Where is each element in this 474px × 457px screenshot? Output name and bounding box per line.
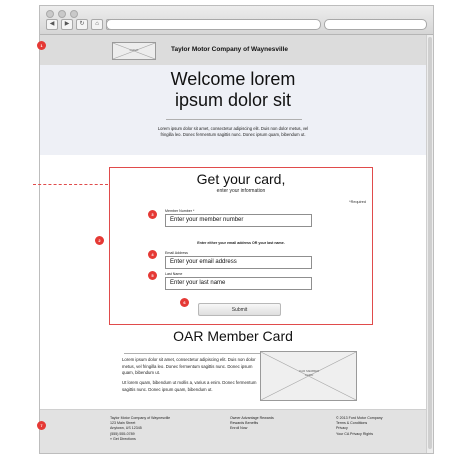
footer-street: 123 Main Street (110, 421, 136, 426)
required-note: *Required (349, 200, 366, 204)
email-label: Email Address (165, 251, 188, 255)
hero-title-line1: Welcome lorem (170, 69, 296, 89)
footer-company: Taylor Motor Company of Waynesville (110, 416, 171, 420)
hero-title-line2: ipsum dolor sit (174, 90, 292, 110)
site-title: Taylor Motor Company of Waynesville (171, 46, 289, 53)
hero-section (40, 65, 426, 155)
close-window-icon[interactable] (46, 10, 54, 18)
site-header (40, 35, 426, 65)
hero-body-text: Lorem ipsum dolor sit amet, consectetur adipiscing elit. Duis non dolor metus, vel fringilla leo. Donec fermentum sagittis nunc. Donec ipsum quam, bibendum ut. (157, 126, 309, 137)
footer-legal (336, 416, 383, 437)
browser-toolbar (40, 6, 433, 35)
member-card-text-2: Ut lorem quam, bibendum ut mollis a, varius a enim. Donec fermentum sagittis nunc. Donec ipsum quam, bibendum ut. (122, 380, 257, 392)
window-controls (46, 10, 78, 18)
hero-divider (166, 119, 302, 120)
email-or-lastname-note: Enter either your email address OR your last name. (197, 241, 285, 245)
callout-dashed-line (33, 184, 108, 185)
annotation-marker-6: 6 (180, 298, 189, 307)
card-form (109, 167, 373, 325)
back-icon[interactable]: ◀ (46, 19, 58, 30)
terms-link[interactable]: Terms & Conditions (336, 421, 368, 426)
annotation-marker-5: 5 (148, 271, 157, 280)
annotation-marker-1: 1 (37, 41, 46, 50)
maximize-window-icon[interactable] (70, 10, 78, 18)
annotation-marker-7: 7 (37, 421, 46, 430)
rewards-benefits-link[interactable]: Rewards Benefits (230, 421, 259, 426)
member-card-image-placeholder (260, 351, 357, 401)
member-card-text-1: Lorem ipsum dolor sit amet, consectetur adipiscing elit. Duis non dolor metus, vel fringilla leo. Donec fermentum sagittis nunc. Donec ipsum quam, bibendum ut. (122, 357, 256, 375)
enroll-now-link[interactable]: Enroll Now (230, 426, 248, 431)
browser-search-bar[interactable] (324, 19, 427, 30)
reload-icon[interactable]: ↻ (76, 19, 88, 30)
logo-placeholder[interactable] (112, 42, 156, 60)
last-name-label: Last Name (165, 272, 183, 276)
minimize-window-icon[interactable] (58, 10, 66, 18)
form-title: Get your card, (196, 171, 286, 187)
logo-text: LOGO (129, 48, 139, 52)
member-card-image-label: OAR MEMBER CARD (298, 369, 320, 377)
footer-rewards (230, 416, 274, 432)
address-bar[interactable] (106, 19, 321, 30)
browser-window (39, 5, 434, 454)
forward-icon[interactable]: ▶ (61, 19, 73, 30)
copyright-text: © 2013 Ford Motor Company (336, 416, 383, 420)
submit-button[interactable]: Submit (198, 303, 281, 316)
site-footer (40, 409, 426, 454)
get-directions-link[interactable]: » Get Directions (110, 436, 136, 441)
home-icon[interactable]: ⌂ (91, 19, 103, 30)
footer-contact (110, 416, 170, 442)
ca-privacy-link[interactable]: Your CA Privacy Rights (336, 431, 374, 436)
member-number-label: Member Number * (165, 209, 195, 213)
member-card-title: OAR Member Card (173, 328, 293, 344)
privacy-link[interactable]: Privacy (336, 426, 348, 431)
annotation-marker-3: 3 (148, 210, 157, 219)
form-subtitle: enter your information (216, 188, 266, 194)
owner-advantage-link[interactable]: Owner Advantage Rewards (230, 416, 274, 420)
last-name-input[interactable]: Enter your last name (165, 277, 312, 290)
scrollbar-thumb[interactable] (428, 37, 432, 449)
annotation-marker-4: 4 (148, 250, 157, 259)
member-number-input[interactable]: Enter your member number (165, 214, 312, 227)
email-input[interactable]: Enter your email address (165, 256, 312, 269)
footer-phone: (555) 555-0789 (110, 431, 135, 436)
footer-city: Anytown, US 12345 (110, 426, 142, 431)
annotation-marker-2: 2 (95, 236, 104, 245)
